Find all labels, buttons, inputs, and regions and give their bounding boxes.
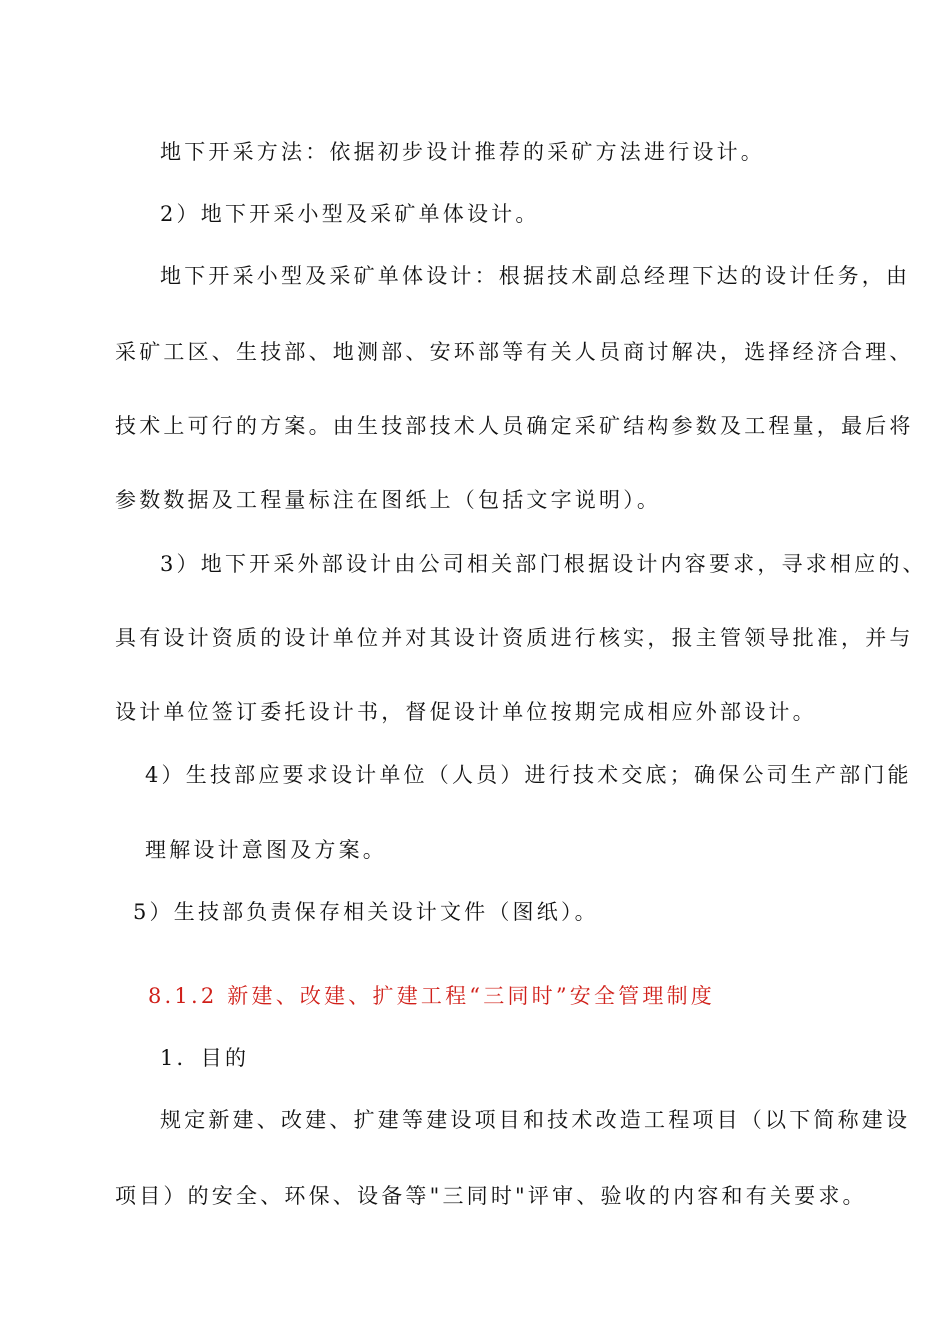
- paragraph-line: 2）地下开采小型及采矿单体设计。: [160, 202, 540, 226]
- paragraph-line: 采矿工区、生技部、地测部、安环部等有关人员商讨解决，选择经济合理、: [115, 340, 914, 364]
- subsection-heading: 1．目的: [160, 1046, 250, 1070]
- paragraph-line: 技术上可行的方案。由生技部技术人员确定采矿结构参数及工程量，最后将: [115, 414, 914, 438]
- paragraph-line: 参数数据及工程量标注在图纸上（包括文字说明）。: [115, 488, 662, 512]
- paragraph-line: 项目）的安全、环保、设备等"三同时"评审、验收的内容和有关要求。: [115, 1184, 867, 1208]
- section-heading: 8.1.2 新建、改建、扩建工程“三同时”安全管理制度: [148, 984, 715, 1008]
- paragraph-line: 地下开采小型及采矿单体设计：根据技术副总经理下达的设计任务，由: [160, 264, 911, 288]
- paragraph-line: 4）生技部应要求设计单位（人员）进行技术交底；确保公司生产部门能: [145, 763, 912, 787]
- paragraph-line: 3）地下开采外部设计由公司相关部门根据设计内容要求，寻求相应的、: [160, 552, 927, 576]
- paragraph-line: 地下开采方法：依据初步设计推荐的采矿方法进行设计。: [160, 140, 765, 164]
- paragraph-line: 5）生技部负责保存相关设计文件（图纸）。: [133, 900, 599, 924]
- paragraph-line: 具有设计资质的设计单位并对其设计资质进行核实，报主管领导批准，并与: [115, 626, 914, 650]
- paragraph-line: 设计单位签订委托设计书，督促设计单位按期完成相应外部设计。: [115, 700, 817, 724]
- paragraph-line: 理解设计意图及方案。: [145, 838, 387, 862]
- paragraph-line: 规定新建、改建、扩建等建设项目和技术改造工程项目（以下简称建设: [160, 1108, 911, 1132]
